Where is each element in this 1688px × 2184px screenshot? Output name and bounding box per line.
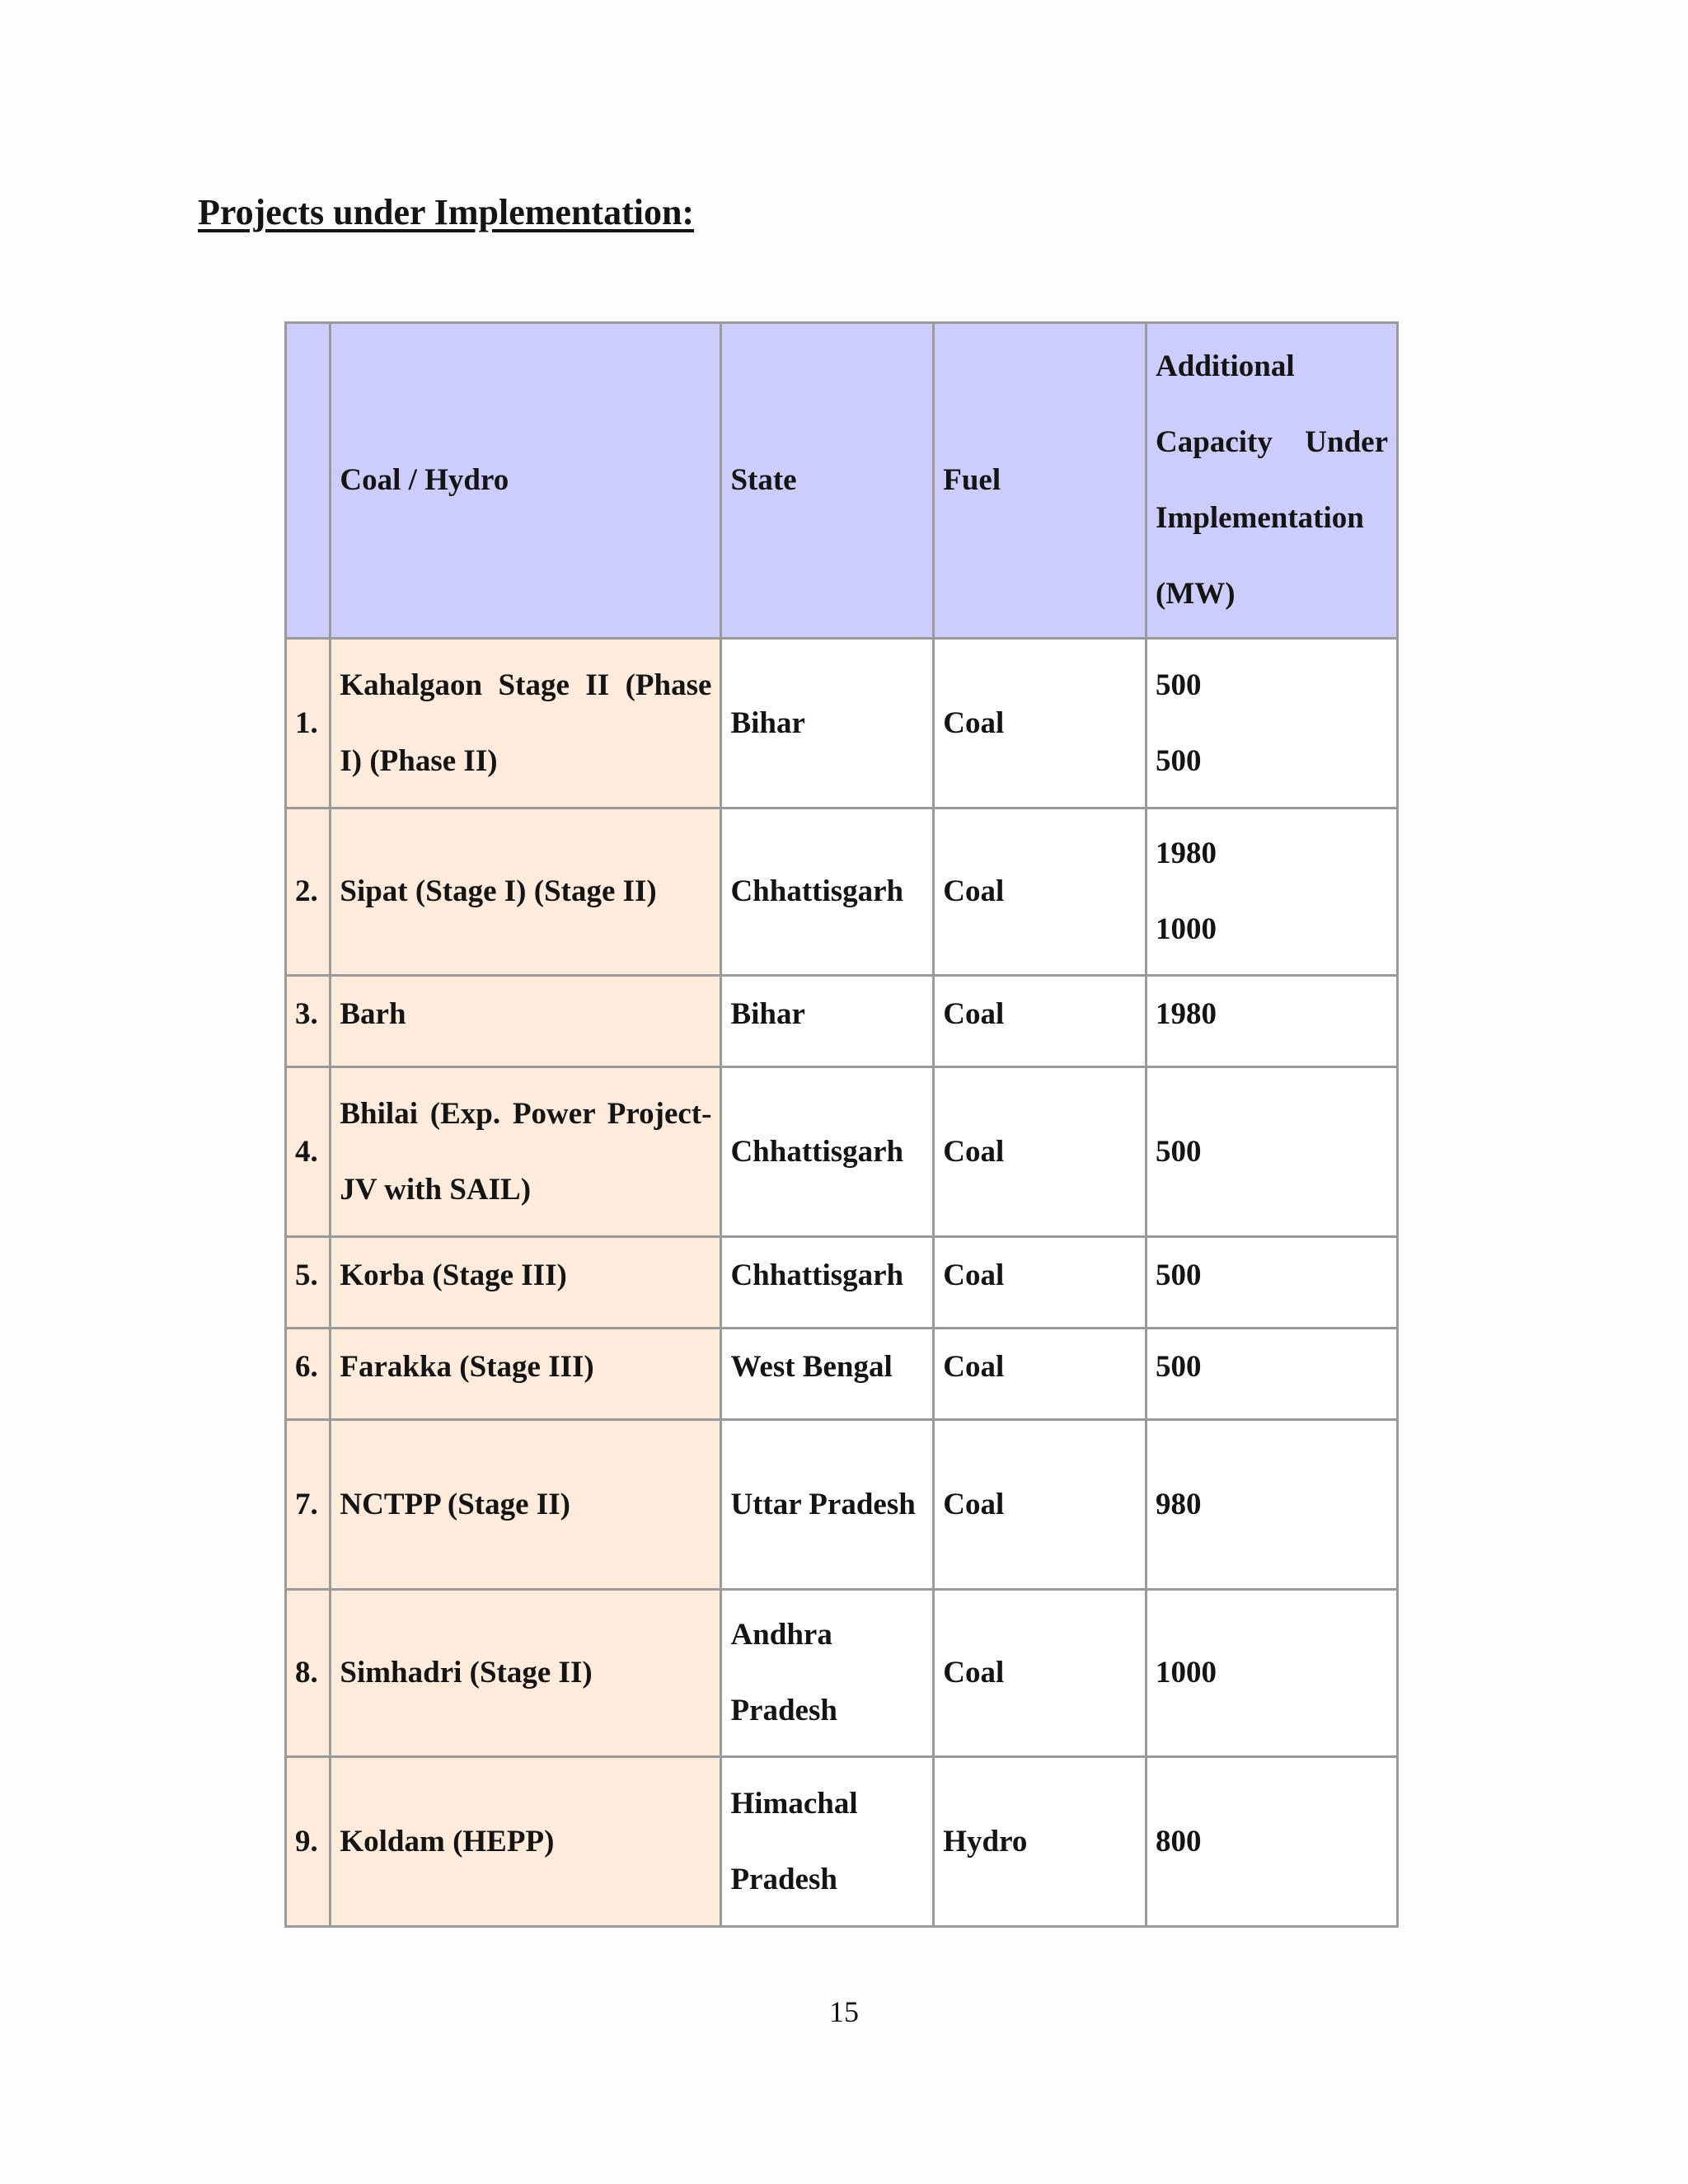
project-name: Sipat (Stage I) (Stage II) — [331, 809, 720, 974]
capacity-value: 800 — [1156, 1824, 1202, 1858]
project-fuel: Coal — [935, 640, 1145, 807]
project-fuel: Hydro — [935, 1758, 1145, 1925]
project-state: Chhattisgarh — [722, 1238, 932, 1327]
capacity-value: 500 — [1156, 1258, 1202, 1292]
project-capacity — [1147, 977, 1396, 1066]
capacity-value: 1980 — [1156, 997, 1217, 1031]
project-state: Chhattisgarh — [722, 809, 932, 974]
row-number: 4. — [287, 1068, 329, 1235]
row-number: 5. — [287, 1238, 329, 1327]
row-number: 3. — [287, 977, 329, 1066]
row-number: 8. — [287, 1591, 329, 1755]
row-number: 1. — [287, 640, 329, 807]
project-name: Farakka (Stage III) — [331, 1329, 720, 1418]
row-number: 6. — [287, 1329, 329, 1418]
project-fuel: Coal — [935, 1421, 1145, 1588]
project-capacity — [1147, 1068, 1396, 1235]
project-state: Bihar — [722, 977, 932, 1066]
project-state: West Bengal — [722, 1329, 932, 1418]
project-name: Kahalgaon Stage II (Phase I) (Phase II) — [331, 640, 720, 807]
project-capacity — [1147, 1329, 1396, 1418]
row-number: 2. — [287, 809, 329, 974]
page-number: 15 — [829, 1995, 859, 2028]
header-number — [287, 324, 329, 637]
project-fuel: Coal — [935, 1068, 1145, 1235]
table-row — [287, 977, 1396, 1066]
capacity-value: 500 — [1156, 668, 1202, 702]
table-row — [287, 1421, 1396, 1588]
project-fuel: Coal — [935, 1238, 1145, 1327]
project-capacity — [1147, 1421, 1396, 1588]
table-body — [287, 640, 1396, 1925]
table-row — [287, 1591, 1396, 1755]
project-fuel: Coal — [935, 1329, 1145, 1418]
project-state: Chhattisgarh — [722, 1068, 932, 1235]
capacity-value: 1000 — [1156, 912, 1217, 946]
header-capacity-line: Implementation — [1156, 501, 1364, 535]
project-capacity — [1147, 1591, 1396, 1755]
project-name: Koldam (HEPP) — [331, 1758, 720, 1925]
project-fuel: Coal — [935, 809, 1145, 974]
header-capacity-line: Capacity Under — [1156, 425, 1388, 459]
table-row — [287, 1068, 1396, 1235]
row-number: 7. — [287, 1421, 329, 1588]
project-capacity — [1147, 809, 1396, 974]
table-row — [287, 1238, 1396, 1327]
capacity-value: 1000 — [1156, 1656, 1217, 1690]
project-fuel: Coal — [935, 977, 1145, 1066]
project-capacity — [1147, 640, 1396, 807]
table-row — [287, 809, 1396, 974]
header-fuel: Fuel — [935, 324, 1145, 637]
header-capacity-line: (MW) — [1156, 577, 1236, 611]
header-row — [287, 324, 1396, 637]
project-name: Bhilai (Exp. Power Project-JV with SAIL) — [331, 1068, 720, 1235]
row-number: 9. — [287, 1758, 329, 1925]
header-capacity — [1147, 324, 1396, 637]
project-state: Uttar Pradesh — [722, 1421, 932, 1588]
page-title: Projects under Implementation: — [198, 192, 695, 232]
project-state: Bihar — [722, 640, 932, 807]
project-capacity — [1147, 1758, 1396, 1925]
capacity-value: 1980 — [1156, 837, 1217, 870]
project-state: Himachal Pradesh — [722, 1758, 932, 1925]
capacity-value: 980 — [1156, 1487, 1202, 1521]
table-row — [287, 1758, 1396, 1925]
project-fuel: Coal — [935, 1591, 1145, 1755]
capacity-value: 500 — [1156, 1134, 1202, 1169]
project-capacity — [1147, 1238, 1396, 1327]
project-name: Simhadri (Stage II) — [331, 1591, 720, 1755]
capacity-value: 500 — [1156, 743, 1202, 778]
project-name: Korba (Stage III) — [331, 1238, 720, 1327]
capacity-value: 500 — [1156, 1350, 1202, 1384]
project-name: NCTPP (Stage II) — [331, 1421, 720, 1588]
header-capacity-line: Additional — [1156, 349, 1295, 383]
header-coal-hydro: Coal / Hydro — [331, 324, 720, 637]
project-state: Andhra Pradesh — [722, 1591, 932, 1755]
project-name: Barh — [331, 977, 720, 1066]
table-row — [287, 1329, 1396, 1418]
table-row — [287, 640, 1396, 807]
table-header — [287, 324, 1396, 637]
header-state: State — [722, 324, 932, 637]
projects-table — [284, 321, 1399, 1928]
